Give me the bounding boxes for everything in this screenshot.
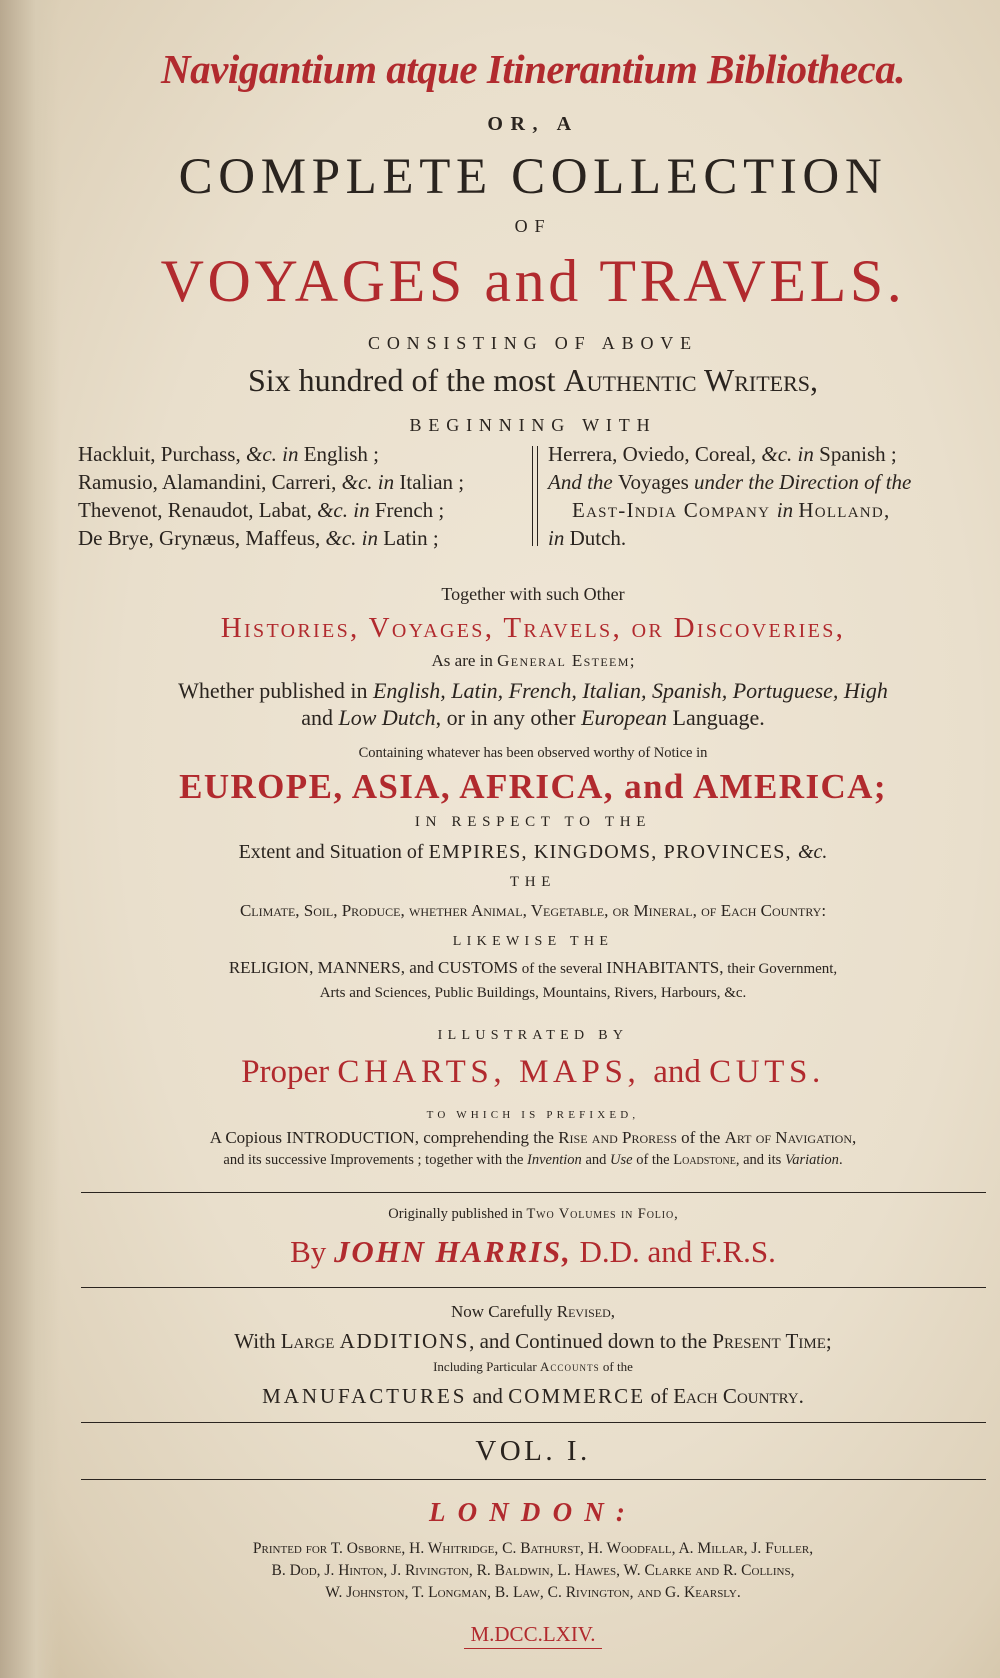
revised-line: Now Carefully Revised, xyxy=(450,1302,616,1321)
the-line: THE xyxy=(509,874,557,890)
printers-line-2: B. Dod, J. Hinton, J. Rivington, R. Baldwin, L. Hawes, W. Clarke and R. Collins, xyxy=(271,1562,795,1579)
latin-title: Navigantium atque Itinerantium Bibliotheca. xyxy=(161,46,905,92)
writers-spanish: Herrera, Oviedo, Coreal, &c. in Spanish ; xyxy=(548,442,897,466)
rule-divider-2 xyxy=(81,1287,986,1288)
writers-latin: De Brye, Grynæus, Maffeus, &c. in Latin ; xyxy=(78,526,439,550)
rule-divider-4 xyxy=(81,1479,986,1480)
binding-gutter xyxy=(0,0,60,1678)
in-respect-line: IN RESPECT TO THE xyxy=(414,814,652,830)
beginning-with-line: BEGINNING WITH xyxy=(409,415,657,435)
including-line: Including Particular Accounts of the xyxy=(433,1359,633,1374)
charts-maps-cuts-heading: Proper CHARTS, MAPS, and CUTS. xyxy=(241,1054,825,1090)
writers-company: East-India Company in Holland, xyxy=(572,498,891,522)
general-esteem-line: As are in General Esteem; xyxy=(431,651,635,670)
additions-line: With Large ADDITIONS, and Continued down to the Present Time; xyxy=(234,1329,832,1353)
manufactures-line: MANUFACTURES and COMMERCE of Each Country. xyxy=(262,1384,804,1408)
improvements-line: and its successive Improvements ; together with the Invention and Use of the Loadstone, and its Variation. xyxy=(223,1152,843,1168)
writers-english: Hackluit, Purchass, &c. in English ; xyxy=(78,442,379,466)
writers-right-column xyxy=(548,440,988,552)
printers-line-3: W. Johnston, T. Longman, B. Law, C. Rivington, and G. Kearsly. xyxy=(325,1584,741,1601)
writers-dutch: in Dutch. xyxy=(548,526,627,550)
prefixed-line: TO WHICH IS PREFIXED, xyxy=(426,1109,640,1121)
languages-line-2: and Low Dutch, or in any other European Language. xyxy=(301,705,765,730)
continents-heading: EUROPE, ASIA, AFRICA, and AMERICA; xyxy=(179,767,887,806)
writers-italian: Ramusio, Alamandini, Carreri, &c. in Italian ; xyxy=(78,470,465,494)
or-a-line: OR, A xyxy=(487,113,579,135)
complete-collection-heading: COMPLETE COLLECTION xyxy=(178,149,888,205)
writers-left-column xyxy=(78,440,522,552)
publication-date: M.DCC.LXIV. xyxy=(464,1620,601,1649)
introduction-line: A Copious INTRODUCTION, comprehending the Rise and Proress of the Art of Navigation, xyxy=(209,1128,857,1147)
title-page-text xyxy=(78,40,988,1649)
writers-french: Thevenot, Renaudot, Labat, &c. in French ; xyxy=(78,498,445,522)
writers-voyages-direction: And the Voyages under the Direction of the xyxy=(548,470,912,494)
likewise-line: LIKEWISE THE xyxy=(452,934,614,949)
climate-line: Climate, Soil, Produce, whether Animal, Vegetable, or Mineral, of Each Country: xyxy=(239,901,827,920)
containing-line: Containing whatever has been observed worthy of Notice in xyxy=(358,745,708,761)
languages-line-1: Whether published in English, Latin, French, Italian, Spanish, Portuguese, High xyxy=(178,678,888,703)
originally-published-line: Originally published in Two Volumes in Folio, xyxy=(388,1206,678,1222)
extent-line: Extent and Situation of EMPIRES, KINGDOMS, PROVINCES, &c. xyxy=(238,841,828,863)
consisting-line: CONSISTING OF ABOVE xyxy=(368,333,698,353)
printers-list xyxy=(78,1538,988,1604)
printers-line-1: Printed for T. Osborne, H. Whitridge, C. Bathurst, H. Woodfall, A. Millar, J. Fuller, xyxy=(252,1540,814,1557)
religion-line: RELIGION, MANNERS, and CUSTOMS of the several INHABITANTS, their Government, xyxy=(228,958,838,977)
column-divider xyxy=(532,446,538,546)
rule-divider-1 xyxy=(81,1192,986,1193)
volume-label: VOL. I. xyxy=(475,1435,591,1467)
writers-columns xyxy=(78,440,988,552)
author-line: By JOHN HARRIS, D.D. and F.R.S. xyxy=(290,1234,776,1269)
city-imprint: LONDON: xyxy=(428,1497,638,1527)
histories-heading: Histories, Voyages, Travels, or Discoveries, xyxy=(220,612,846,644)
of-line: OF xyxy=(514,216,552,236)
illustrated-by-line: ILLUSTRATED BY xyxy=(437,1028,629,1043)
together-line: Together with such Other xyxy=(441,584,625,604)
arts-line: Arts and Sciences, Public Buildings, Mountains, Rivers, Harbours, &c. xyxy=(319,985,747,1001)
six-hundred-line: Six hundred of the most Authentic Writers, xyxy=(247,362,819,398)
voyages-and-travels-heading: VOYAGES and TRAVELS. xyxy=(160,248,906,314)
